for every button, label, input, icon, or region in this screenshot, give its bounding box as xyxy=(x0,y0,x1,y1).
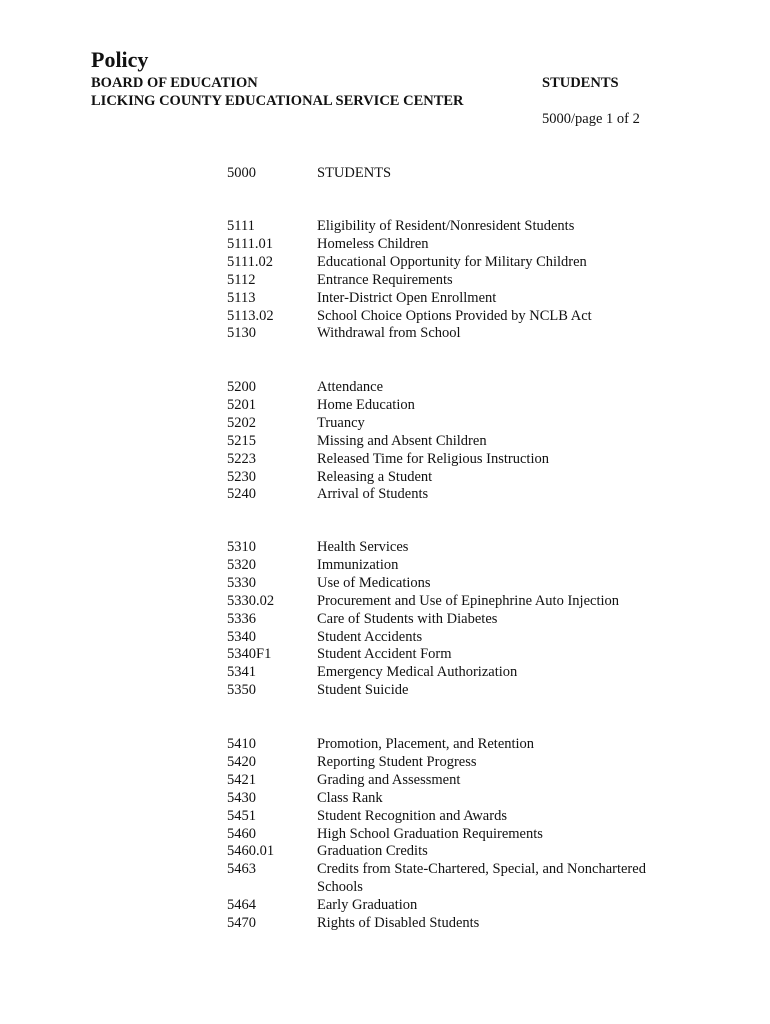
policy-title: Emergency Medical Authorization xyxy=(317,664,518,681)
policy-entry xyxy=(227,860,707,896)
policy-code: 5320 xyxy=(227,556,256,573)
policy-title: Student Suicide xyxy=(317,682,409,699)
policy-entry xyxy=(227,396,707,414)
policy-code: 5470 xyxy=(227,915,256,931)
policy-title: Immunization xyxy=(317,556,399,573)
policy-title: Releasing a Student xyxy=(317,468,433,485)
policy-entry xyxy=(227,468,707,486)
policy-entry xyxy=(227,753,707,771)
policy-title: Student Accidents xyxy=(317,628,423,645)
policy-entry xyxy=(227,432,707,450)
policy-code: 5113.02 xyxy=(227,307,274,324)
policy-title: Rights of Disabled Students xyxy=(317,915,480,931)
policy-code: 5340 xyxy=(227,628,256,645)
policy-entry xyxy=(227,574,707,592)
policy-title: High School Graduation Requirements xyxy=(317,825,543,842)
policy-entry xyxy=(227,771,707,789)
policy-title: Student Recognition and Awards xyxy=(317,807,507,824)
policy-title: Withdrawal from School xyxy=(317,325,461,342)
policy-title: Entrance Requirements xyxy=(317,271,453,288)
policy-code: 5350 xyxy=(227,682,256,699)
policy-title: Home Education xyxy=(317,396,415,413)
service-center-heading: LICKING COUNTY EDUCATIONAL SERVICE CENTER xyxy=(91,93,464,109)
policy-entry xyxy=(227,253,707,271)
page-title: Policy xyxy=(91,47,149,72)
policy-entry xyxy=(227,914,707,932)
policy-title: Promotion, Placement, and Retention xyxy=(317,736,535,752)
policy-entry xyxy=(227,610,707,628)
policy-title: Reporting Student Progress xyxy=(317,753,477,770)
policy-entry xyxy=(227,164,707,182)
policy-entry xyxy=(227,896,707,914)
policy-entry xyxy=(227,378,707,396)
policy-entry xyxy=(227,628,707,646)
policy-code: 5310 xyxy=(227,539,256,555)
policy-title: Educational Opportunity for Military Children xyxy=(317,253,587,270)
policy-entry xyxy=(227,789,707,807)
policy-entry xyxy=(227,450,707,468)
policy-entry xyxy=(227,538,707,556)
board-of-education-heading: BOARD OF EDUCATION xyxy=(91,75,258,91)
policy-code: 5200 xyxy=(227,379,256,395)
policy-entry xyxy=(227,217,707,235)
policy-code: 5000 xyxy=(227,165,256,181)
policy-entry xyxy=(227,235,707,253)
policy-code: 5202 xyxy=(227,414,256,431)
policy-code: 5230 xyxy=(227,468,256,485)
policy-code: 5130 xyxy=(227,325,256,342)
policy-code: 5215 xyxy=(227,432,256,449)
policy-title: Health Services xyxy=(317,539,409,555)
policy-title: Early Graduation xyxy=(317,897,418,914)
policy-code: 5223 xyxy=(227,450,256,467)
policy-code: 5113 xyxy=(227,289,256,306)
policy-code: 5464 xyxy=(227,897,256,914)
policy-entry xyxy=(227,663,707,681)
policy-code: 5340F1 xyxy=(227,646,272,663)
policy-entry xyxy=(227,592,707,610)
policy-title: Eligibility of Resident/Nonresident Students xyxy=(317,218,575,234)
policy-title: Arrival of Students xyxy=(317,486,429,503)
policy-entry xyxy=(227,556,707,574)
policy-title: Class Rank xyxy=(317,789,383,806)
policy-entry xyxy=(227,414,707,432)
policy-entry xyxy=(227,307,707,325)
policy-title: Student Accident Form xyxy=(317,646,452,663)
policy-title: Procurement and Use of Epinephrine Auto Injection xyxy=(317,592,620,609)
policy-code: 5460.01 xyxy=(227,843,275,860)
policy-code: 5430 xyxy=(227,789,256,806)
policy-title: Truancy xyxy=(317,414,365,431)
policy-title: Grading and Assessment xyxy=(317,771,461,788)
policy-code: 5201 xyxy=(227,396,256,413)
policy-title: School Choice Options Provided by NCLB Act xyxy=(317,307,592,324)
policy-entry xyxy=(227,842,707,860)
policy-entry xyxy=(227,324,707,342)
policy-code: 5330 xyxy=(227,574,256,591)
policy-code: 5451 xyxy=(227,807,256,824)
policy-code: 5421 xyxy=(227,771,256,788)
policy-entry xyxy=(227,825,707,843)
policy-code: 5410 xyxy=(227,736,256,752)
policy-title: Inter-District Open Enrollment xyxy=(317,289,497,306)
policy-title: Use of Medications xyxy=(317,574,431,591)
policy-title: Missing and Absent Children xyxy=(317,432,487,449)
policy-title: Graduation Credits xyxy=(317,843,428,860)
section-heading: STUDENTS xyxy=(542,75,619,91)
policy-code: 5112 xyxy=(227,271,256,288)
policy-entry xyxy=(227,271,707,289)
policy-code: 5420 xyxy=(227,753,256,770)
policy-entry xyxy=(227,807,707,825)
policy-title: Attendance xyxy=(317,379,384,395)
page-reference: 5000/page 1 of 2 xyxy=(542,111,640,127)
policy-entry xyxy=(227,645,707,663)
policy-code: 5240 xyxy=(227,486,256,503)
policy-title: Care of Students with Diabetes xyxy=(317,610,498,627)
policy-entry xyxy=(227,681,707,699)
policy-code: 5111 xyxy=(227,218,255,234)
policy-code: 5111.01 xyxy=(227,235,274,252)
policy-code: 5111.02 xyxy=(227,253,274,270)
policy-code: 5341 xyxy=(227,664,256,681)
policy-entry xyxy=(227,485,707,503)
policy-title: Homeless Children xyxy=(317,235,429,252)
policy-title: STUDENTS xyxy=(317,165,392,181)
policy-entry xyxy=(227,735,707,753)
policy-title: Released Time for Religious Instruction xyxy=(317,450,549,467)
policy-code: 5460 xyxy=(227,825,256,842)
policy-code: 5336 xyxy=(227,610,256,627)
policy-entry xyxy=(227,289,707,307)
policy-title: Credits from State-Chartered, Special, and Nonchartered Schools xyxy=(317,861,646,896)
policy-code: 5463 xyxy=(227,861,256,878)
policy-code: 5330.02 xyxy=(227,592,275,609)
